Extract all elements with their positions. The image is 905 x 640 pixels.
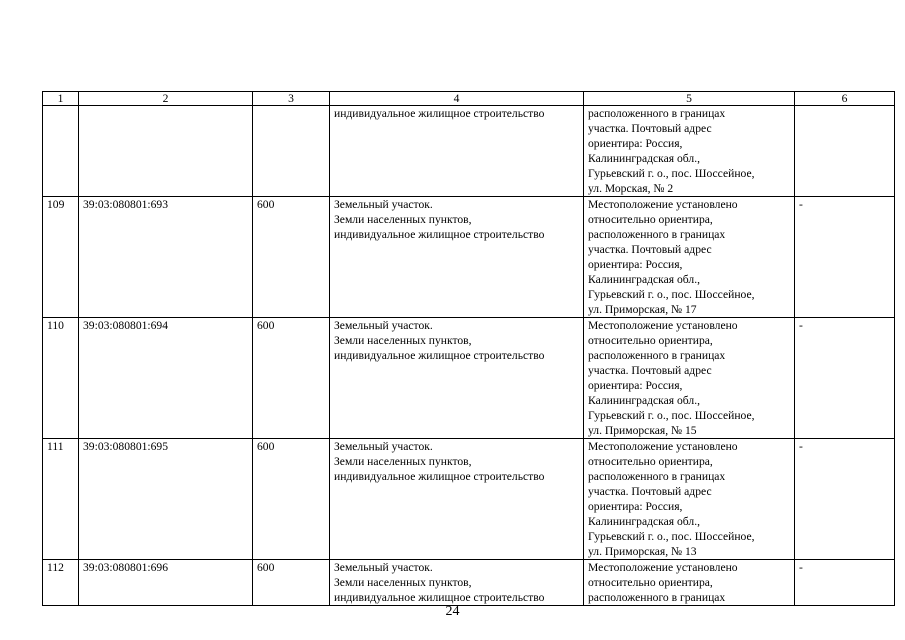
location-line: расположенного в границах: [588, 228, 726, 241]
header-col-4: 4: [330, 92, 584, 106]
plot-note: -: [795, 197, 895, 318]
location-line: Калининградская обл.,: [588, 515, 700, 528]
cadastral-number: 39:03:080801:693: [79, 197, 253, 318]
continuation-location-line: участка. Почтовый адрес: [588, 122, 712, 135]
description-line: Земли населенных пунктов,: [334, 334, 472, 347]
location-line: Местоположение установлено: [588, 198, 738, 211]
description-line: индивидуальное жилищное строительство: [334, 591, 545, 604]
continuation-row: [43, 106, 895, 197]
location-line: Калининградская обл.,: [588, 394, 700, 407]
location-line: расположенного в границах: [588, 349, 726, 362]
continuation-location-line: ориентира: Россия,: [588, 137, 683, 150]
continuation-description-cell: [330, 106, 584, 197]
location-line: относительно ориентира,: [588, 334, 713, 347]
continuation-num-cell: [43, 106, 79, 197]
page-number: 24: [445, 604, 460, 619]
row-number: 112: [43, 560, 79, 606]
continuation-location-line: расположенного в границах: [588, 107, 726, 120]
header-col-5: 5: [584, 92, 795, 106]
continuation-location-line: Калининградская обл.,: [588, 152, 700, 165]
plot-location: [584, 197, 795, 318]
location-line: Гурьевский г. о., пос. Шоссейное,: [588, 288, 755, 301]
location-line: участка. Почтовый адрес: [588, 364, 712, 377]
continuation-note-cell: [795, 106, 895, 197]
plot-area: 600: [253, 560, 330, 606]
row-number: 111: [43, 439, 79, 560]
plot-description: [330, 560, 584, 606]
cadastral-number: 39:03:080801:695: [79, 439, 253, 560]
header-col-6: 6: [795, 92, 895, 106]
continuation-location-line: Гурьевский г. о., пос. Шоссейное,: [588, 167, 755, 180]
plot-location: [584, 560, 795, 606]
description-line: Земли населенных пунктов,: [334, 213, 472, 226]
header-col-1: 1: [43, 92, 79, 106]
location-line: относительно ориентира,: [588, 576, 713, 589]
land-plots-table: [42, 91, 895, 606]
table-row: [43, 318, 895, 439]
location-line: ориентира: Россия,: [588, 379, 683, 392]
location-line: расположенного в границах: [588, 591, 726, 604]
header-col-3: 3: [253, 92, 330, 106]
location-line: Гурьевский г. о., пос. Шоссейное,: [588, 530, 755, 543]
location-line: участка. Почтовый адрес: [588, 243, 712, 256]
location-line: Местоположение установлено: [588, 319, 738, 332]
continuation-description-line: индивидуальное жилищное строительство: [334, 107, 545, 120]
header-row: [43, 92, 895, 106]
description-line: Земли населенных пунктов,: [334, 455, 472, 468]
description-line: индивидуальное жилищное строительство: [334, 470, 545, 483]
description-line: Земли населенных пунктов,: [334, 576, 472, 589]
plot-note: -: [795, 439, 895, 560]
description-line: Земельный участок.: [334, 198, 433, 211]
cadastral-number: 39:03:080801:696: [79, 560, 253, 606]
table-row: [43, 560, 895, 606]
location-line: участка. Почтовый адрес: [588, 485, 712, 498]
row-number: 109: [43, 197, 79, 318]
plot-area: 600: [253, 439, 330, 560]
description-line: Земельный участок.: [334, 319, 433, 332]
location-line: ул. Приморская, № 15: [588, 424, 697, 437]
continuation-area-cell: [253, 106, 330, 197]
table-row: [43, 197, 895, 318]
location-line: ул. Приморская, № 17: [588, 303, 697, 316]
location-line: Местоположение установлено: [588, 561, 738, 574]
location-line: относительно ориентира,: [588, 455, 713, 468]
continuation-cadastral-cell: [79, 106, 253, 197]
plot-area: 600: [253, 197, 330, 318]
cadastral-number: 39:03:080801:694: [79, 318, 253, 439]
continuation-location-cell: [584, 106, 795, 197]
plot-description: [330, 439, 584, 560]
location-line: ориентира: Россия,: [588, 500, 683, 513]
plot-location: [584, 439, 795, 560]
plot-description: [330, 318, 584, 439]
header-col-2: 2: [79, 92, 253, 106]
plot-note: -: [795, 560, 895, 606]
row-number: 110: [43, 318, 79, 439]
location-line: ул. Приморская, № 13: [588, 545, 697, 558]
description-line: индивидуальное жилищное строительство: [334, 228, 545, 241]
plot-note: -: [795, 318, 895, 439]
plot-location: [584, 318, 795, 439]
description-line: Земельный участок.: [334, 561, 433, 574]
location-line: ориентира: Россия,: [588, 258, 683, 271]
location-line: относительно ориентира,: [588, 213, 713, 226]
continuation-location-line: ул. Морская, № 2: [588, 182, 674, 195]
location-line: расположенного в границах: [588, 470, 726, 483]
location-line: Калининградская обл.,: [588, 273, 700, 286]
description-line: индивидуальное жилищное строительство: [334, 349, 545, 362]
table-row: [43, 439, 895, 560]
plot-description: [330, 197, 584, 318]
location-line: Гурьевский г. о., пос. Шоссейное,: [588, 409, 755, 422]
location-line: Местоположение установлено: [588, 440, 738, 453]
plot-area: 600: [253, 318, 330, 439]
description-line: Земельный участок.: [334, 440, 433, 453]
